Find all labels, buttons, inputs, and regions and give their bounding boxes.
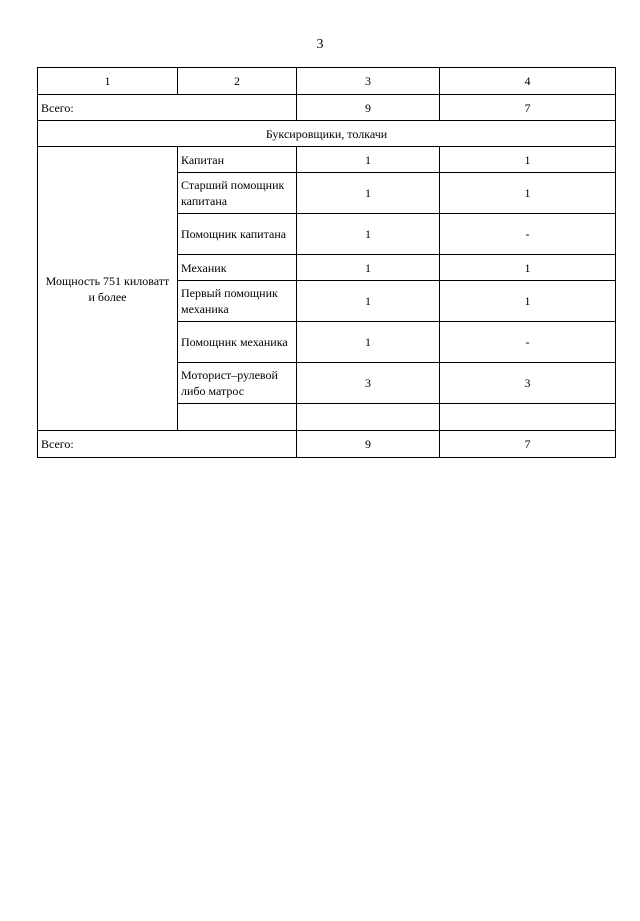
total-row-top: [38, 95, 616, 121]
total-col4-bottom: 7: [440, 431, 616, 458]
group-label: Мощность 751 киловатт и более: [38, 147, 178, 431]
column-header-2: 2: [178, 68, 297, 95]
total-row-bottom: [38, 431, 616, 458]
col3-cell: 1: [297, 255, 440, 281]
position-cell: Помощник капитана: [178, 214, 297, 255]
col4-cell: -: [440, 214, 616, 255]
crew-staffing-table: [37, 67, 616, 458]
col3-cell: 3: [297, 363, 440, 404]
section-title: Буксировщики, толкачи: [38, 121, 616, 147]
table-row: [38, 147, 616, 173]
col3-cell: 1: [297, 147, 440, 173]
page-number: 3: [316, 37, 324, 52]
column-header-row: [38, 68, 616, 95]
position-cell: [178, 404, 297, 431]
column-header-1: 1: [38, 68, 178, 95]
col4-cell: 1: [440, 173, 616, 214]
total-col3-top: 9: [297, 95, 440, 121]
col4-cell: 1: [440, 147, 616, 173]
position-cell: Капитан: [178, 147, 297, 173]
col3-cell: 1: [297, 173, 440, 214]
col3-cell: [297, 404, 440, 431]
position-cell: Первый помощник механика: [178, 281, 297, 322]
total-label-bottom: Всего:: [38, 431, 297, 458]
position-cell: Помощник механика: [178, 322, 297, 363]
position-cell: Моторист–рулевой либо матрос: [178, 363, 297, 404]
position-cell: Старший помощник капитана: [178, 173, 297, 214]
column-header-3: 3: [297, 68, 440, 95]
col4-cell: -: [440, 322, 616, 363]
col3-cell: 1: [297, 214, 440, 255]
col3-cell: 1: [297, 281, 440, 322]
col4-cell: 1: [440, 255, 616, 281]
total-label-top: Всего:: [38, 95, 297, 121]
col4-cell: 3: [440, 363, 616, 404]
col3-cell: 1: [297, 322, 440, 363]
section-row: [38, 121, 616, 147]
col4-cell: [440, 404, 616, 431]
total-col4-top: 7: [440, 95, 616, 121]
total-col3-bottom: 9: [297, 431, 440, 458]
col4-cell: 1: [440, 281, 616, 322]
position-cell: Механик: [178, 255, 297, 281]
column-header-4: 4: [440, 68, 616, 95]
